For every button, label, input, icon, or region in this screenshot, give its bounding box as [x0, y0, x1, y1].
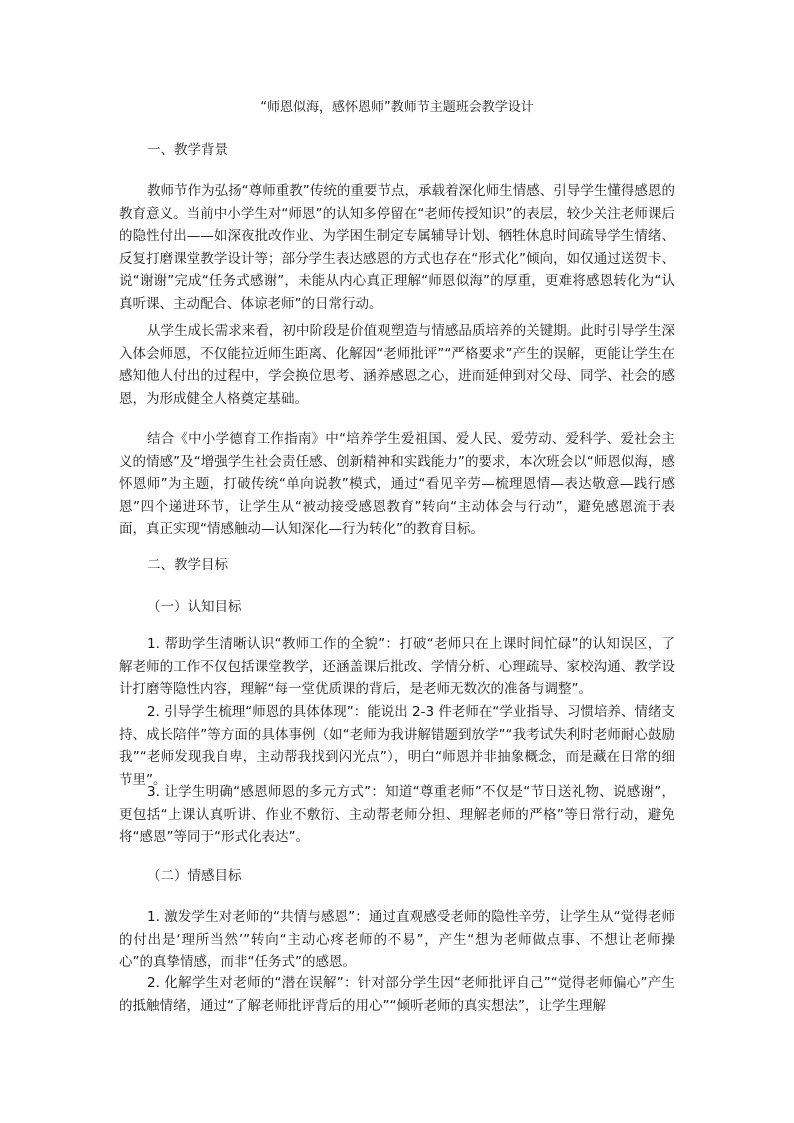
section-heading-background: 一、教学背景 [147, 142, 228, 158]
subheading-cognitive-goals: （一）认知目标 [147, 599, 242, 615]
subheading-emotional-goals: （二）情感目标 [147, 868, 242, 884]
paragraph-background-2: 从学生成长需求来看，初中阶段是价值观塑造与情感品质培养的关键期。此时引导学生深入体会师恩，不仅能拉近师生距离、化解因“老师批评”“严格要求”产生的误解，更能让学生在感知他人付出的过程中，学会换位思考、涵养感恩之心，进而延伸到对父母、同学、社会的感恩，为形成健全人格奠定基础。 [119, 323, 675, 407]
paragraph-background-3: 结合《中小学德育工作指南》中“培养学生爱祖国、爱人民、爱劳动、爱科学、爱社会主义的情感”及“增强学生社会责任感、创新精神和实践能力”的要求，本次班会以“师恩似海，感怀恩师”为主题，打破传统“单向说教”模式，通过“看见辛劳—梳理恩情—表达敬意—践行感恩”四个递进环节，让学生从“被动接受感恩教育”转向“主动体会与行动”，避免感恩流于表面，真正实现“情感触动—认知深化—行为转化”的教育目标。 [119, 431, 675, 538]
cognitive-goal-item: 3. 让学生明确“感恩师恩的多元方式”：知道“尊重老师”不仅是“节日送礼物、说感谢”，更包括“上课认真听讲、作业不敷衍、主动帮老师分担、理解老师的严格”等日常行动，避免将“感恩”等同于“形式化表达”。 [119, 784, 675, 846]
emotional-goal-item: 2. 化解学生对老师的“潜在误解”：针对部分学生因“老师批评自己”“觉得老师偏心”产生的抵触情绪，通过“了解老师批评背后的用心”“倾听老师的真实想法”，让学生理解 [119, 975, 675, 1014]
document-title: “师恩似海，感怀恩师”教师节主题班会教学设计 [260, 100, 534, 115]
emotional-goal-item: 1. 激发学生对老师的“共情与感恩”：通过直观感受老师的隐性辛劳，让学生从“觉得老师的付出是‘理所当然’”转向“主动心疼老师的不易”，产生“想为老师做点事、不想让老师操心”的真挚情感，而非“任务式”的感恩。 [119, 909, 675, 971]
paragraph-background-1: 教师节作为弘扬“尊师重教”传统的重要节点，承载着深化师生情感、引导学生懂得感恩的教育意义。当前中小学生对“师恩”的认知多停留在“老师传授知识”的表层，较少关注老师课后的隐性付出——如深夜批改作业、为学困生制定专属辅导计划、牺牲休息时间疏导学生情绪、反复打磨课堂教学设计等；部分学生表达感恩的方式也存在“形式化”倾向，如仅通过送贺卡、说“谢谢”完成“任务式感谢”，未能从内心真正理解“师恩似海”的厚重，更难将感恩转化为“认真听课、主动配合、体谅老师”的日常行动。 [119, 183, 675, 312]
cognitive-goal-item: 2. 引导学生梳理“师恩的具体体现”：能说出 2-3 件老师在“学业指导、习惯培养、情绪支持、成长陪伴”等方面的具体事例（如“老师为我讲解错题到放学”“我考试失利时老师耐心鼓励我”“老师发现我自卑，主动帮我找到闪光点”），明白“师恩并非抽象概念，而是藏在日常的细节里”。 [119, 704, 675, 788]
cognitive-goal-item: 1. 帮助学生清晰认识“教师工作的全貌”：打破“老师只在上课时间忙碌”的认知误区，了解老师的工作不仅包括课堂教学，还涵盖课后批改、学情分析、心理疏导、家校沟通、教学设计打磨等隐性内容，理解“每一堂优质课的背后，是老师无数次的准备与调整”。 [119, 636, 675, 698]
section-heading-goals: 二、教学目标 [147, 557, 228, 573]
